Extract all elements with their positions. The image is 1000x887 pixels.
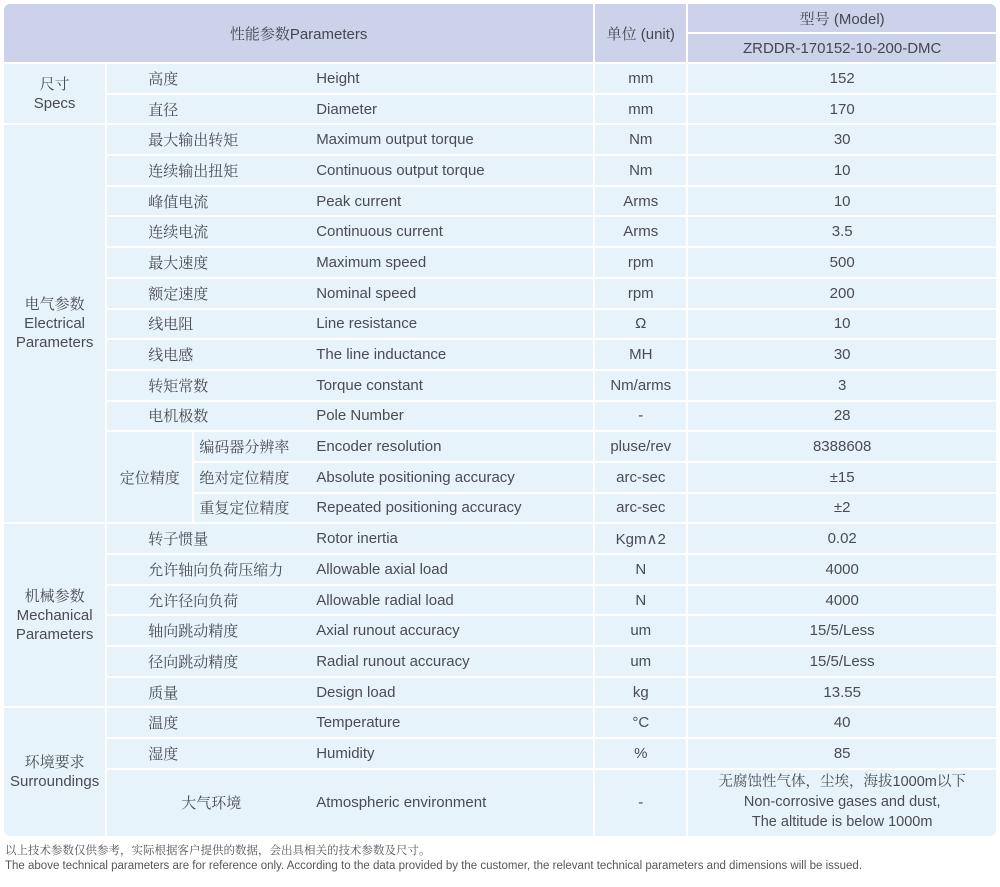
table-row: [4, 340, 996, 369]
value-cell: 10: [688, 156, 996, 185]
param-label-cell: [107, 647, 593, 676]
param-cn-label: 绝对定位精度: [199, 469, 290, 487]
unit-cell: um: [595, 616, 686, 645]
unit-cell: mm: [595, 95, 686, 124]
unit-cell: arc-sec: [595, 463, 686, 492]
param-label-cell: [107, 248, 593, 277]
section-cell-specs: [4, 64, 105, 123]
param-label-cell: [107, 770, 593, 836]
unit-cell: N: [595, 555, 686, 584]
value-cell: 15/5/Less: [688, 616, 996, 645]
param-en-label: Repeated positioning accuracy: [316, 499, 522, 517]
param-en-label: Torque constant: [316, 376, 423, 394]
section-cell-surroundings: [4, 708, 105, 835]
table-row: [4, 371, 996, 400]
value-cell: 4000: [688, 586, 996, 615]
param-label-cell: [107, 371, 593, 400]
unit-cell: °C: [595, 708, 686, 737]
param-label-cell: [107, 616, 593, 645]
table-row: [4, 402, 996, 431]
table-row: [4, 217, 996, 246]
param-cn-label: 额定速度: [148, 285, 209, 303]
unit-cell: kg: [595, 678, 686, 707]
param-label-cell: [107, 64, 593, 93]
value-cell: 4000: [688, 555, 996, 584]
unit-cell: -: [595, 402, 686, 431]
unit-cell: -: [595, 770, 686, 836]
table-row: [4, 555, 996, 584]
param-cn-label: 大气环境: [181, 795, 242, 813]
param-label-cell: [107, 217, 593, 246]
header-parameters: 性能参数Parameters: [4, 4, 593, 62]
section-label: Parameters: [15, 334, 94, 352]
table-row: [4, 95, 996, 124]
section-label: 尺寸: [39, 75, 70, 93]
param-en-label: Continuous output torque: [316, 161, 485, 179]
table-row: [4, 187, 996, 216]
section-label: Parameters: [15, 625, 94, 643]
unit-cell: pluse/rev: [595, 432, 686, 461]
param-en-label: Line resistance: [316, 315, 418, 333]
table-row: [4, 770, 996, 836]
param-cn-label: 转矩常数: [148, 377, 209, 395]
value-cell: 85: [688, 739, 996, 768]
unit-cell: Nm/arms: [595, 371, 686, 400]
footnote-en: The above technical parameters are for reference only. According to the data provided by the customer, the relevant technical parameters and dimensions will be issued.: [5, 859, 863, 872]
unit-cell: rpm: [595, 279, 686, 308]
param-en-label: Continuous current: [316, 223, 443, 241]
group-label: 定位精度: [119, 469, 180, 487]
value-cell: 10: [688, 187, 996, 216]
param-cn-label: 编码器分辨率: [199, 439, 290, 457]
section-label: 机械参数: [24, 587, 85, 605]
param-label-cell: [107, 586, 593, 615]
param-en-label: Height: [316, 69, 360, 87]
table-row: [4, 524, 996, 553]
param-en-label: Temperature: [316, 714, 401, 732]
param-cn-label: 直径: [148, 101, 179, 119]
param-label-cell: [107, 739, 593, 768]
unit-cell: um: [595, 647, 686, 676]
param-label-cell: [107, 187, 593, 216]
value-cell: 200: [688, 279, 996, 308]
param-en-label: Peak current: [316, 192, 402, 210]
unit-cell: Arms: [595, 217, 686, 246]
value-line: 无腐蚀性气体，尘埃，海拔1000m以下: [718, 774, 966, 791]
table-row: [4, 616, 996, 645]
param-en-label: Maximum speed: [316, 253, 427, 271]
param-cn-label: 线电感: [148, 347, 194, 365]
param-en-label: Humidity: [316, 744, 375, 762]
param-en-label: Radial runout accuracy: [316, 652, 470, 670]
value-line: Non-corrosive gases and dust,: [743, 794, 941, 811]
param-label-cell: [107, 524, 593, 553]
param-label-cell: [107, 310, 593, 339]
table-row: [4, 708, 996, 737]
param-en-label: Diameter: [316, 100, 378, 118]
section-label: Surroundings: [9, 773, 100, 791]
param-en-label: Allowable radial load: [316, 591, 454, 609]
table-row: [4, 310, 996, 339]
param-label-cell: [107, 340, 593, 369]
value-cell: ±15: [688, 463, 996, 492]
table-row: [4, 64, 996, 93]
param-cn-label: 高度: [148, 70, 179, 88]
param-label-cell: [194, 432, 593, 461]
param-cn-label: 电机极数: [148, 408, 209, 426]
param-label-cell: [107, 555, 593, 584]
table-row: [4, 279, 996, 308]
param-en-label: Nominal speed: [316, 284, 417, 302]
table-row: [4, 678, 996, 707]
header-model-number: ZRDDR-170152-10-200-DMC: [688, 34, 996, 62]
param-label-cell: [107, 95, 593, 124]
section-label: 电气参数: [24, 296, 85, 314]
value-line: The altitude is below 1000m: [751, 813, 933, 830]
unit-cell: Arms: [595, 187, 686, 216]
header-unit: 单位 (unit): [595, 4, 686, 62]
footnote-cn: 以上技术参数仅供参考，实际根据客户提供的数据，会出具相关的技术参数及尺寸。: [5, 844, 431, 857]
table-body: [4, 64, 996, 836]
table-row: [4, 739, 996, 768]
param-label-cell: [107, 125, 593, 154]
param-cn-label: 线电阻: [148, 316, 194, 334]
value-cell: 170: [688, 95, 996, 124]
header-model: 型号 (Model): [688, 4, 996, 32]
param-cn-label: 连续输出扭矩: [148, 162, 239, 180]
param-en-label: The line inductance: [316, 346, 447, 364]
param-label-cell: [194, 494, 593, 523]
param-en-label: Absolute positioning accuracy: [316, 468, 515, 486]
value-cell: 28: [688, 402, 996, 431]
param-en-label: Rotor inertia: [316, 530, 398, 548]
param-en-label: Allowable axial load: [316, 560, 448, 578]
value-cell: 500: [688, 248, 996, 277]
param-cn-label: 连续电流: [148, 224, 209, 242]
value-cell: 15/5/Less: [688, 647, 996, 676]
param-en-label: Pole Number: [316, 407, 404, 425]
value-cell: 3: [688, 371, 996, 400]
unit-cell: Ω: [595, 310, 686, 339]
unit-cell: Kgm∧2: [595, 524, 686, 553]
section-label: Specs: [33, 94, 76, 112]
param-label-cell: [107, 402, 593, 431]
table-row: [4, 647, 996, 676]
param-cn-label: 峰值电流: [148, 193, 209, 211]
param-cn-label: 质量: [148, 684, 179, 702]
param-cn-label: 最大输出转矩: [148, 132, 239, 150]
value-cell: [688, 770, 996, 836]
param-label-cell: [107, 156, 593, 185]
value-cell: 30: [688, 125, 996, 154]
param-label-cell: [194, 463, 593, 492]
param-cn-label: 温度: [148, 715, 179, 733]
section-label: 环境要求: [24, 753, 85, 771]
value-cell: 10: [688, 310, 996, 339]
param-cn-label: 最大速度: [148, 254, 209, 272]
param-cn-label: 径向跳动精度: [148, 653, 239, 671]
value-cell: 152: [688, 64, 996, 93]
section-label: Mechanical: [16, 606, 93, 624]
param-cn-label: 允许径向负荷: [148, 592, 239, 610]
table-row: [4, 248, 996, 277]
param-label-cell: [107, 279, 593, 308]
section-cell-electrical: [4, 125, 105, 522]
param-cn-label: 转子惯量: [148, 531, 209, 549]
unit-cell: rpm: [595, 248, 686, 277]
value-cell: 8388608: [688, 432, 996, 461]
unit-cell: MH: [595, 340, 686, 369]
unit-cell: %: [595, 739, 686, 768]
param-cn-label: 轴向跳动精度: [148, 623, 239, 641]
value-cell: 3.5: [688, 217, 996, 246]
param-cn-label: 重复定位精度: [199, 500, 290, 518]
unit-cell: Nm: [595, 156, 686, 185]
value-cell: ±2: [688, 494, 996, 523]
table-row: [4, 432, 996, 461]
param-en-label: Atmospheric environment: [316, 794, 487, 812]
table-header: [4, 4, 996, 62]
table-row: [4, 586, 996, 615]
unit-cell: arc-sec: [595, 494, 686, 523]
value-cell: 0.02: [688, 524, 996, 553]
unit-cell: N: [595, 586, 686, 615]
table-row: [4, 156, 996, 185]
param-cn-label: 湿度: [148, 745, 179, 763]
footnote: [5, 844, 998, 874]
value-cell: 40: [688, 708, 996, 737]
param-en-label: Axial runout accuracy: [316, 622, 460, 640]
param-en-label: Maximum output torque: [316, 131, 474, 149]
table-row: [4, 125, 996, 154]
param-en-label: Encoder resolution: [316, 438, 442, 456]
unit-cell: Nm: [595, 125, 686, 154]
param-cn-label: 允许轴向负荷压缩力: [148, 561, 284, 579]
section-cell-mechanical: [4, 524, 105, 706]
header-row-1: [4, 4, 996, 32]
value-cell: 13.55: [688, 678, 996, 707]
spec-table: [2, 2, 998, 838]
param-label-cell: [107, 678, 593, 707]
unit-cell: mm: [595, 64, 686, 93]
value-cell: 30: [688, 340, 996, 369]
param-en-label: Design load: [316, 683, 396, 701]
param-label-cell: [107, 708, 593, 737]
section-label: Electrical: [24, 315, 86, 333]
group-label-cell: [107, 432, 192, 522]
